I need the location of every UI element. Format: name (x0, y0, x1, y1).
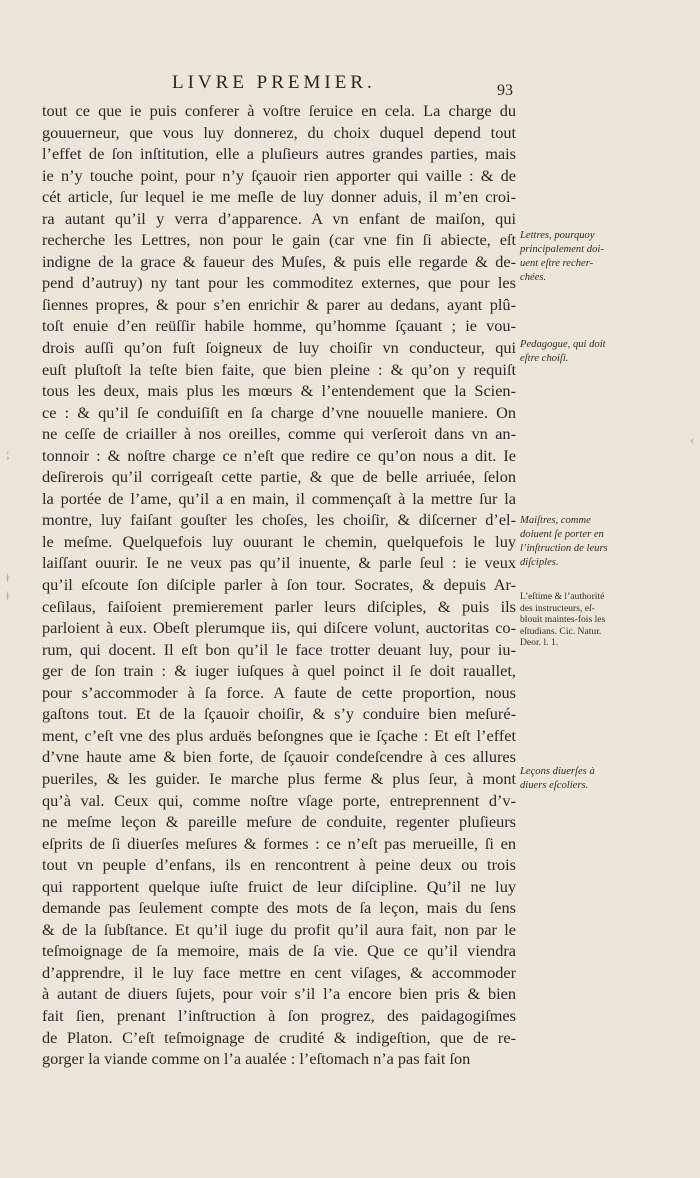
note-line: principalement doi- (520, 244, 604, 255)
text-line: gorger la viande comme on l’a aualée : l’eſtomach n’a pas fait ſon (42, 1049, 471, 1069)
text-line: ce : & qu’il ſe conduiſiſt en ſa charge d’vne nouuelle maniere. On (42, 402, 516, 422)
text-line: pend d’autruy) ny tant pour les commoditez externes, que pour les (42, 273, 516, 293)
margin-speck: ǂ (6, 588, 10, 603)
margin-note-lecons (520, 765, 668, 793)
text-line: recherche les Lettres, non pour le gain (car vne fin ſi abiecte, eſt (42, 230, 516, 250)
text-line: gaſtons tout. Et de la ſçauoir choiſir, & s’y conduire bien meſuré- (42, 704, 516, 724)
text-line: tout vn peuple d’enfans, ils en rencontrent à peine deux ou trois (42, 855, 516, 875)
text-line: parloient à eux. Obeſt plerumque iis, qui diſcere volunt, auctoritas co- (42, 618, 516, 638)
text-line: tonnoir : & noſtre charge ce n’eſt que redire ce qu’on nous a dit. Ie (42, 445, 516, 465)
text-line: deſirerois qu’il corrigeaſt cette partie, & que de belle arriuée, ſelon (42, 467, 516, 487)
text-line: drois auſſi qu’on fuſt ſoigneux de luy choiſir vn conducteur, qui (42, 338, 516, 358)
text-line: ger de ſon train : & iuger iuſques à quel poinct il ſe doit rauallet, (42, 661, 516, 681)
text-line: d’apprendre, il le luy face mettre en cent viſages, & accommoder (42, 962, 516, 982)
note-line: Leçons diuerſes à (520, 766, 595, 777)
text-line: tout ce que ie puis conferer à voſtre ſeruice en cela. La charge du (42, 101, 516, 120)
note-line: diuers eſcoliers. (520, 780, 589, 791)
text-line: pour s’accommoder à ſa force. A faute de cette proportion, nous (42, 682, 516, 702)
note-line: des instructeurs, eſ- (520, 602, 595, 614)
text-line: indigne de la grace & faueur des Muſes, & puis elle regarde & de- (42, 251, 516, 271)
margin-speck: ‹ (690, 432, 695, 447)
note-line: uent eſtre recher- (520, 258, 594, 269)
text-line: ſiennes propres, & pour s’en enrichir & parer au dedans, ayant plû- (42, 294, 516, 314)
note-line: Pedagogue, qui doit (520, 339, 606, 350)
text-line: à autant de diuers ſujets, pour voir s’il l’a encore bien pris & bien (42, 984, 516, 1004)
text-line: euſt pluſtoſt la teſte bien faite, que bien pleine : & qu’on y requiſt (42, 359, 516, 379)
margin-note-pedagogue (520, 338, 668, 366)
text-line: qui rapportent quelque iuſte fruict de leur diſcipline. Qu’il ne luy (42, 876, 516, 896)
text-line: pueriles, & les guider. Ie marche plus ferme & plus ſeur, à mont (42, 768, 516, 788)
text-line: laiſſant ouurir. Ie ne veux pas qu’il inuente, & parle ſeul : ie veux (42, 553, 516, 573)
text-line: ra autant qu’il y verra d’apparence. A vn enfant de maiſon, qui (42, 208, 516, 228)
text-line: fait ſien, prenant l’inſtruction à ſon progrez, des paidagogiſmes (42, 1005, 516, 1025)
text-line: & de la ſubſtance. Et qu’il iuge du profit qu’il aura fait, non par le (42, 919, 516, 939)
note-line: Lettres, pourquoy (520, 230, 595, 241)
note-line: Deor. l. 1. (520, 637, 559, 648)
note-line: doiuent ſe porter en (520, 529, 604, 540)
running-title: LIVRE PREMIER. (172, 72, 376, 93)
margin-note-lettres (520, 229, 668, 285)
text-line: l’effet de ſon inſtitution, elle a pluſieurs autres grandes parties, mais (42, 144, 516, 164)
note-line: Maiſtres, comme (520, 515, 591, 526)
text-line: qu’à val. Ceux qui, comme noſtre vſage porte, entreprennent d’v- (42, 790, 516, 810)
text-line: ie n’y touche point, pour n’y ſçauoir rien apporter qui vaille : & de (42, 165, 516, 185)
body-text-column (42, 100, 516, 1070)
note-line: blouit maintes-fois les (520, 614, 606, 625)
text-line: ne meſme leçon & pareille meſure de conduite, regenter pluſieurs (42, 812, 516, 832)
margin-speck: ǂ (6, 570, 10, 585)
note-line: l’inſtruction de leurs (520, 543, 608, 554)
text-line: ceſilaus, faiſoient premierement parler leurs diſciples, & puis ils (42, 596, 516, 616)
text-line: rum, qui docent. Il eſt bon qu’il le face trotter deuant luy, pour iu- (42, 639, 516, 659)
text-line: gouuerneur, que vous luy donnerez, du choix duquel depend tout (42, 122, 516, 142)
page-number: 93 (497, 82, 513, 99)
note-line: eſtudians. Cic. Natur. (520, 625, 602, 637)
note-line: L’eſtime & l’authorité (520, 591, 605, 602)
margin-speck: ; (6, 446, 10, 461)
text-line: eſprits de ſi diuerſes meſures & formes : ce n’eſt pas merueille, ſi en (42, 833, 516, 853)
text-line: toſt enuie d’en reüſſir habile homme, qu’homme ſçauant ; ie vou- (42, 316, 516, 336)
text-line: le meſme. Quelquefois luy ouurant le chemin, quelquefois le luy (42, 531, 516, 551)
text-line: ne ceſſe de criailler à nos oreilles, comme qui verſeroit dans vn an- (42, 424, 516, 444)
text-line: de Platon. C’eſt teſmoignage de crudité & indigeſtion, que de re- (42, 1027, 516, 1047)
text-line: tous les deux, mais plus les mœurs & l’entendement que la Scien- (42, 381, 516, 401)
text-line: cét article, ſur lequel ie me meſle de luy donner aduis, il m’en croi- (42, 187, 516, 207)
margin-note-maistres (520, 514, 668, 570)
text-line: ment, c’eſt vne des plus arduës beſongnes que ie ſçache : Et eſt l’effet (42, 725, 516, 745)
margin-note-estime (520, 591, 668, 649)
text-line: d’vne haute ame & bien forte, de ſçauoir condeſcendre à ces allures (42, 747, 516, 767)
text-line: teſmoignage de ſa memoire, mais de ſa vie. Que ce qu’il viendra (42, 941, 516, 961)
note-line: diſciples. (520, 557, 559, 568)
text-line: demande pas ſeulement compte des mots de ſa leçon, mais du ſens (42, 898, 516, 918)
text-line: montre, luy faiſant gouſter les choſes, les choiſir, & diſcerner d’el- (42, 510, 516, 530)
text-line: la portée de l’ame, qu’il a en main, il commençaſt à la mettre ſur la (42, 488, 516, 508)
note-line: eſtre choiſi. (520, 353, 569, 364)
text-line: qu’il eſcoute ſon diſciple parler à ſon tour. Socrates, & depuis Ar- (42, 575, 516, 595)
note-line: chées. (520, 272, 547, 283)
